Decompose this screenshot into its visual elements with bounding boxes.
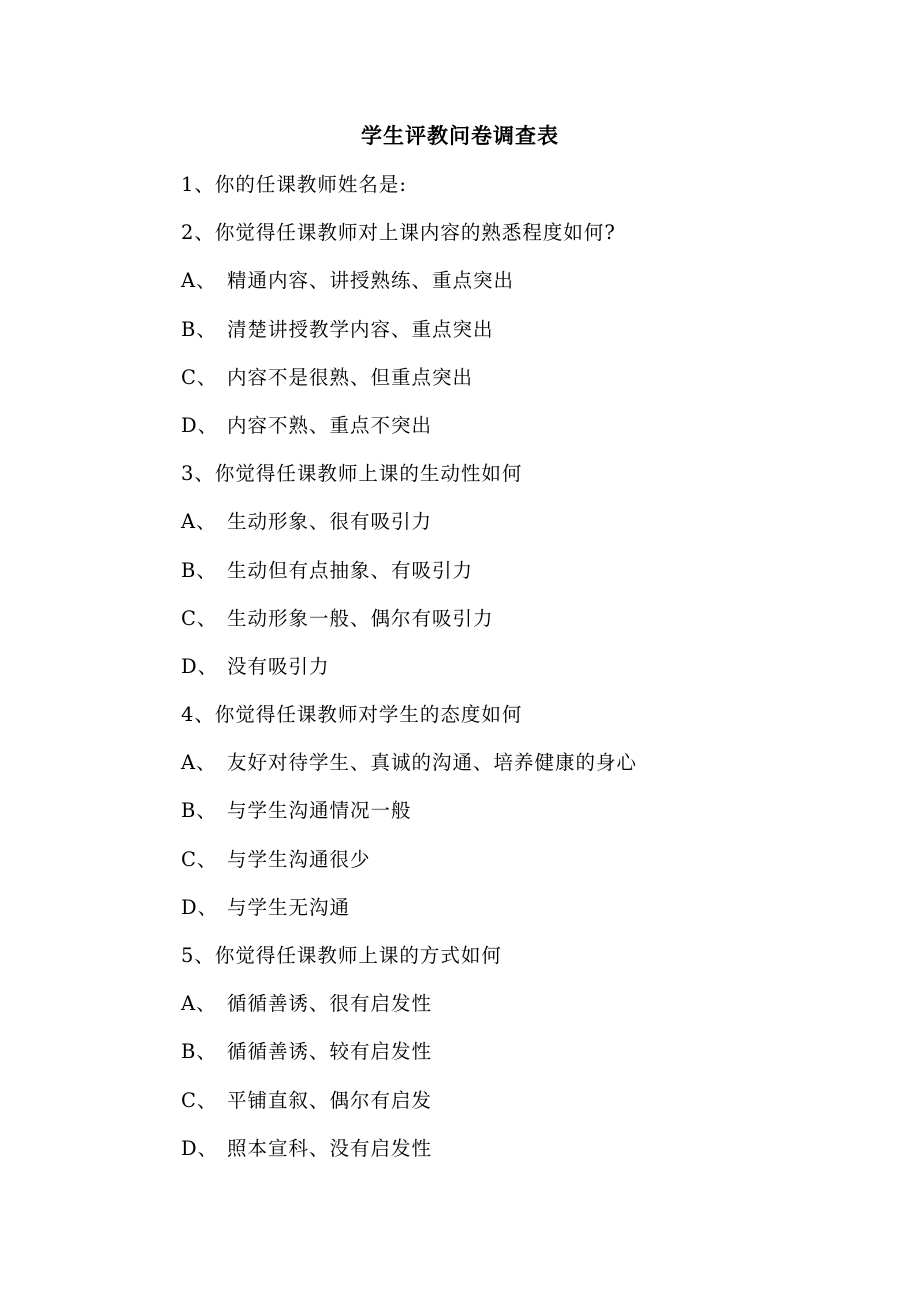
question-text: 2、你觉得任课教师对上课内容的熟悉程度如何? [181, 221, 616, 245]
option-line [181, 647, 881, 695]
option-marker: C、 [181, 606, 218, 630]
option-line [181, 599, 881, 647]
question-line [181, 165, 881, 213]
option-line [181, 840, 881, 888]
option-line [181, 888, 881, 936]
option-text: 与学生沟通情况一般 [227, 799, 412, 823]
option-line [181, 502, 881, 550]
option-text: 与学生无沟通 [227, 895, 351, 919]
question-line [181, 936, 881, 984]
option-text: 友好对待学生、真诚的沟通、培养健康的身心 [227, 751, 638, 775]
option-marker: D、 [181, 654, 219, 678]
option-marker: B、 [181, 1040, 217, 1064]
option-marker: C、 [181, 365, 218, 389]
option-marker: A、 [181, 269, 217, 293]
survey-content [181, 165, 881, 1177]
page-title: 学生评教问卷调查表 [361, 123, 559, 148]
option-text: 生动形象、很有吸引力 [227, 510, 433, 534]
option-line [181, 984, 881, 1032]
option-text: 内容不熟、重点不突出 [227, 413, 433, 437]
option-line [181, 551, 881, 599]
option-line [181, 791, 881, 839]
option-text: 生动形象一般、偶尔有吸引力 [227, 606, 494, 630]
question-text: 5、你觉得任课教师上课的方式如何 [181, 944, 502, 967]
option-marker: C、 [181, 1088, 218, 1112]
option-line [181, 1032, 881, 1080]
option-marker: D、 [181, 1136, 219, 1160]
question-line [181, 454, 881, 502]
option-text: 没有吸引力 [227, 654, 330, 678]
option-marker: D、 [181, 413, 219, 437]
option-text: 内容不是很熟、但重点突出 [227, 365, 474, 389]
option-marker: C、 [181, 847, 218, 871]
option-line [181, 743, 881, 791]
question-text: 3、你觉得任课教师上课的生动性如何 [181, 462, 523, 486]
option-marker: A、 [181, 751, 217, 775]
option-line [181, 261, 881, 309]
option-marker: B、 [181, 558, 217, 582]
option-marker: B、 [181, 799, 217, 823]
option-text: 生动但有点抽象、有吸引力 [227, 558, 474, 582]
option-line [181, 406, 881, 454]
option-text: 与学生沟通很少 [227, 847, 371, 871]
question-text: 1、你的任课教师姓名是: [181, 173, 407, 196]
option-marker: A、 [181, 510, 217, 534]
question-line [181, 213, 881, 261]
option-line [181, 358, 881, 406]
option-text: 循循善诱、很有启发性 [227, 992, 433, 1016]
question-line [181, 695, 881, 743]
option-line [181, 310, 881, 358]
question-text: 4、你觉得任课教师对学生的态度如何 [181, 703, 523, 727]
option-text: 清楚讲授教学内容、重点突出 [227, 317, 494, 341]
option-text: 照本宣科、没有启发性 [227, 1136, 433, 1160]
option-text: 循循善诱、较有启发性 [227, 1040, 433, 1064]
option-marker: D、 [181, 895, 219, 919]
option-text: 精通内容、讲授熟练、重点突出 [227, 269, 515, 293]
option-marker: B、 [181, 317, 217, 341]
option-text: 平铺直叙、偶尔有启发 [227, 1088, 433, 1112]
option-line [181, 1129, 881, 1177]
option-marker: A、 [181, 992, 217, 1016]
option-line [181, 1081, 881, 1129]
